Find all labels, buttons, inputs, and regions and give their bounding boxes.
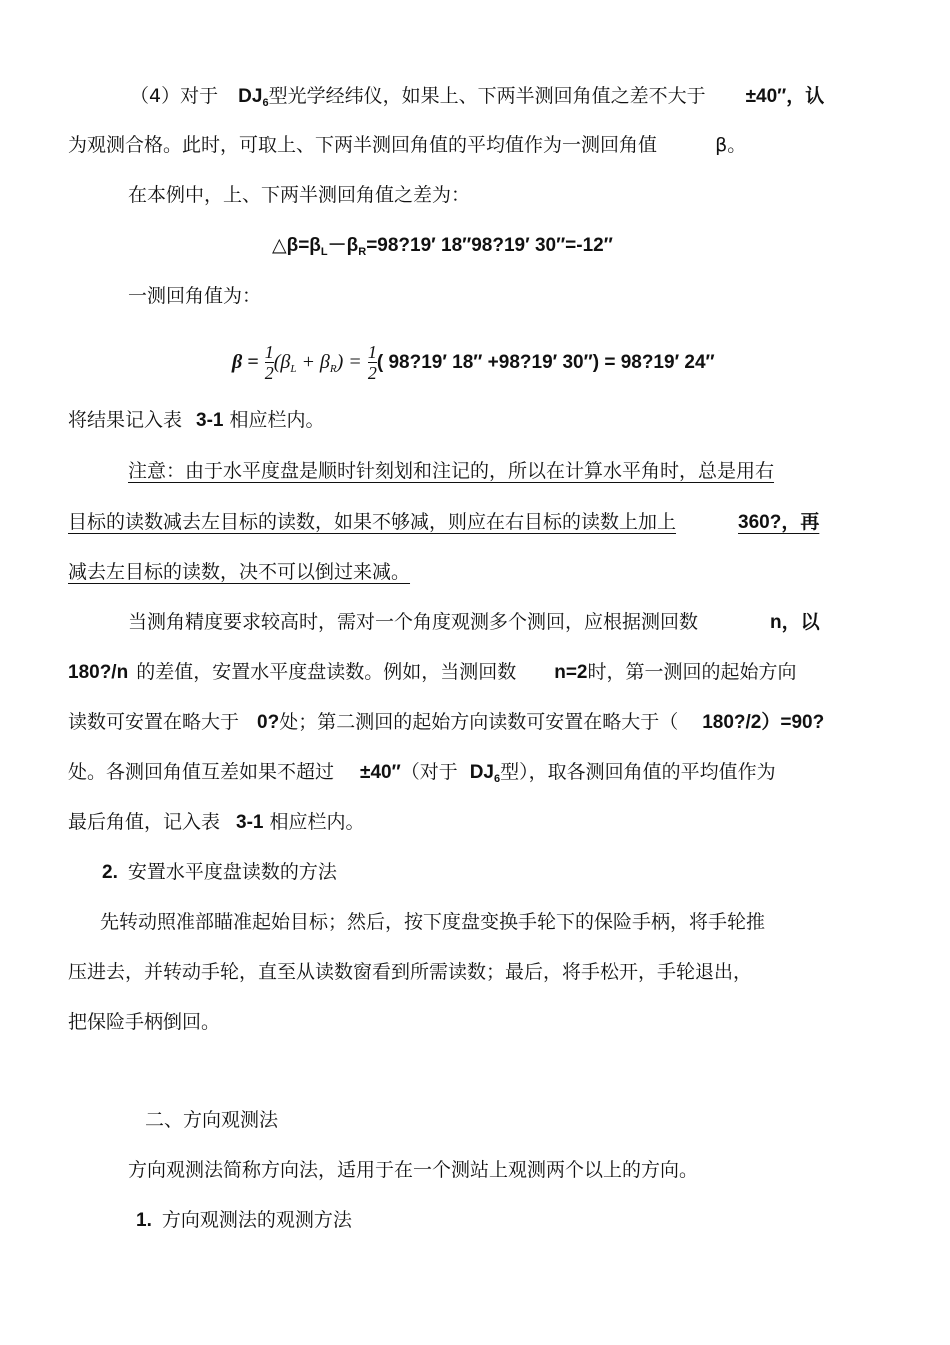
tolerance-value: ±40″，认 — [745, 86, 825, 107]
para-one-round-angle: 一测回角值为： — [128, 285, 262, 307]
section-heading-direction-method: 二、方向观测法 — [145, 1109, 279, 1131]
para-direction-method: 方向观测法简称方向法，适用于在一个测站上观测两个以上的方向。 — [128, 1159, 699, 1181]
note-line-3: 减去左目标的读数，决不可以倒过来减。 — [68, 561, 411, 583]
para-multi-round-line-1: 当测角精度要求较高时，需对一个角度观测多个测回，应根据测回数 n，以 — [128, 611, 820, 633]
para-record: 将结果记入表 3-1 相应栏内。 — [68, 409, 325, 431]
para-multi-round-line-4: 处。各测回角值互差如果不超过 ±40″（对于 $DJ_6$型），取各测回角值的平均值作为 — [68, 761, 776, 785]
para-4-line-2 — [68, 133, 746, 157]
beta-symbol: β。 — [715, 134, 747, 156]
equation-mean-angle: β = $\frac{1}{2}$ $(\beta_L + \beta_R)$ = $\frac{1}{2}$ ( 98?19′ 18″ +98?19′ 30″) = 98?19′ 24″ — [232, 342, 715, 383]
para-multi-round-line-5: 最后角值，记入表 3-1 相应栏内。 — [68, 811, 365, 833]
text: 型光学经纬仪，如果上、下两半测回角值之差不大于 — [268, 85, 706, 107]
fraction-half: $\frac{1}{2}$ — [264, 342, 274, 383]
note-line-1: 注意：由于水平度盘是顺时针刻划和注记的，所以在计算水平角时，总是用右 — [128, 460, 775, 482]
equation-delta-beta: $\triangle\beta=\beta_L-\beta_R=98?19'$ 18″98?19′ 30″=-12″ — [272, 235, 613, 258]
para-method-line-1: 先转动照准部瞄准起始目标；然后，按下度盘变换手轮下的保险手柄，将手轮推 — [100, 911, 766, 933]
note-line-2: 目标的读数减去左目标的读数，如果不够减，则应在右目标的读数上加上 360?，再 — [68, 511, 820, 533]
section-heading-1: 1. 方向观测法的观测方法 — [136, 1209, 352, 1231]
instrument-model: $DJ_6$ — [238, 86, 269, 109]
section-heading-2: 2. 安置水平度盘读数的方法 — [102, 861, 337, 883]
para-multi-round-line-2: 180?/n 的差值，安置水平度盘读数。例如，当测回数 n=2时，第一测回的起始方向 — [68, 661, 797, 683]
para-method-line-3: 把保险手柄倒回。 — [68, 1011, 221, 1033]
para-example: 在本例中，上、下两半测回角值之差为： — [128, 184, 471, 206]
para-multi-round-line-3: 读数可安置在略大于 0?处；第二测回的起始方向读数可安置在略大于（ 180?/2）=90? — [68, 711, 825, 733]
text: （4）对于 — [130, 85, 219, 107]
para-4-line-1 — [130, 84, 824, 115]
para-method-line-2: 压进去，并转动手轮，直至从读数窗看到所需读数；最后，将手松开，手轮退出， — [68, 961, 753, 983]
text: 为观测合格。此时，可取上、下两半测回角值的平均值作为一测回角值 — [68, 134, 658, 156]
fraction-half-2: $\frac{1}{2}$ — [367, 342, 377, 383]
